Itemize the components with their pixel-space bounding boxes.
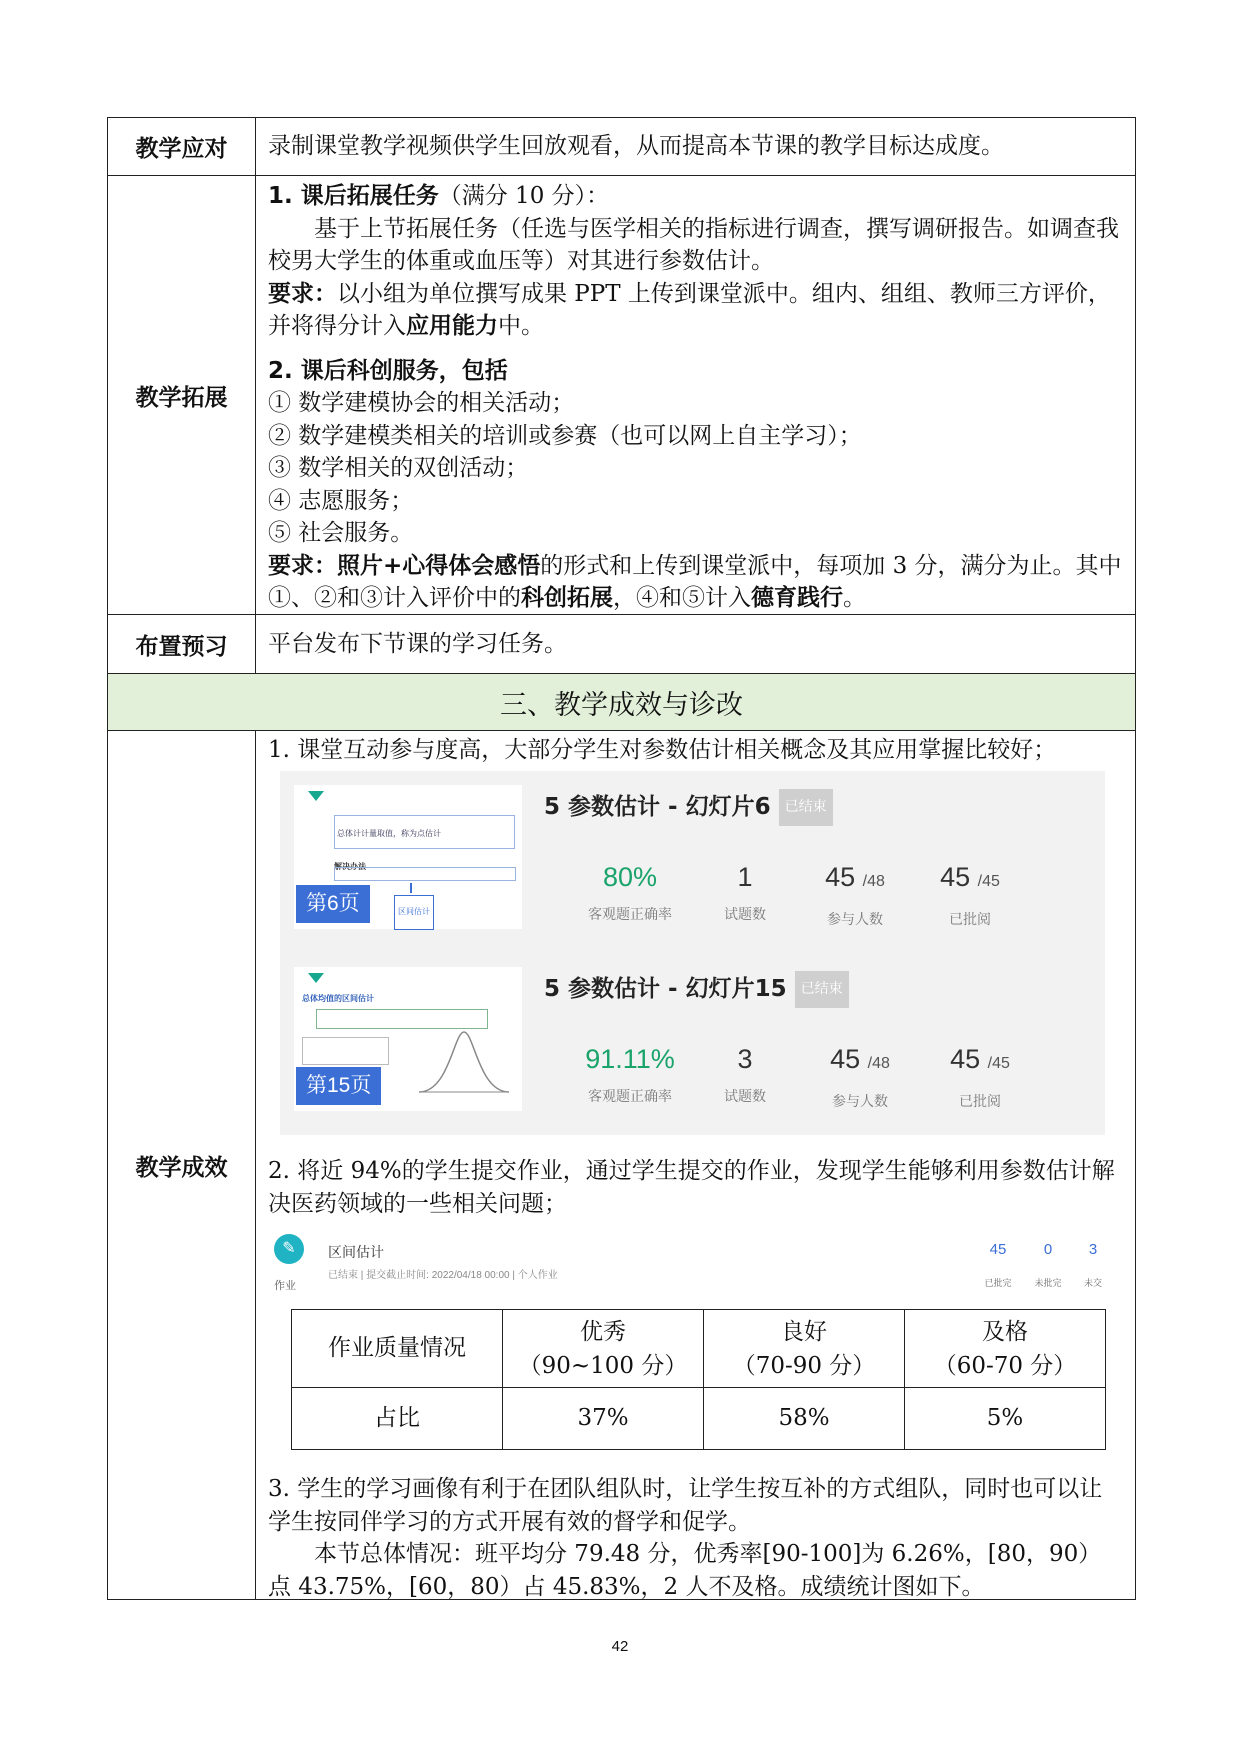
- slide-page-tag: 第6页: [296, 885, 370, 924]
- ratio-cell: 37%: [503, 1388, 704, 1450]
- grade-col-range: （90~100 分）: [518, 1352, 688, 1379]
- grade-col-name: 优秀: [580, 1318, 626, 1345]
- stat-accuracy: [570, 1043, 690, 1112]
- participants-value: 45: [830, 1044, 861, 1074]
- stat-participants: [800, 1043, 920, 1117]
- req-label-1: 要求：: [268, 280, 337, 307]
- graded-value: 45: [940, 862, 971, 892]
- preview-text: 平台发布下节课的学习任务。: [268, 630, 567, 657]
- unreviewed-value: 0: [1043, 1241, 1053, 1258]
- req-label-2: 要求：: [268, 552, 337, 579]
- grade-col-range: （60-70 分）: [933, 1352, 1077, 1379]
- homework-icon-label: 作业: [274, 1280, 296, 1292]
- thumb-box: [334, 867, 516, 881]
- slide-page-tag: 第15页: [296, 1067, 381, 1106]
- slide-card: [280, 953, 1105, 1135]
- page-number: 42: [611, 1638, 629, 1655]
- label-preview: 布置预习: [108, 615, 256, 673]
- participants-label: 参与人数: [827, 910, 883, 927]
- normal-curve-icon: [414, 1027, 514, 1097]
- stat-participants: [795, 861, 915, 935]
- unsubmitted-stat: [1073, 1234, 1113, 1299]
- grade-col-name: 良好: [781, 1318, 827, 1345]
- questions-value: 3: [737, 1044, 753, 1074]
- task2-item: ② 数学建模类相关的培训或参赛（也可以网上自主学习）；: [268, 422, 862, 449]
- reviewed-value: 45: [989, 1241, 1007, 1258]
- req2-b: 的形式和上传到课堂派中，每项加 3 分，满分为止。其中①、②和③计入评价中的: [268, 552, 1122, 611]
- reviewed-stat: [978, 1234, 1018, 1299]
- table-row: [292, 1310, 1106, 1388]
- ratio-cell: 5%: [905, 1388, 1106, 1450]
- slide-card: [280, 771, 1105, 953]
- stat-graded: [910, 861, 1030, 935]
- triangle-icon: [308, 973, 324, 983]
- req1-c: 中。: [498, 313, 544, 339]
- task2-item: ④ 志愿服务；: [268, 487, 414, 514]
- unreviewed-label: 未批完: [1034, 1277, 1062, 1288]
- participants-label: 参与人数: [832, 1092, 888, 1109]
- req1-a: 以小组为单位撰写成果 PPT 上传到课堂派中。组内、组组、教师三方评价，并将得分计入: [268, 280, 1111, 339]
- questions-label: 试题数: [724, 1087, 766, 1104]
- graded-label: 已批阅: [959, 1092, 1001, 1109]
- row-extension: [107, 176, 1136, 615]
- participants-total: /48: [867, 1055, 890, 1072]
- accuracy-label: 客观题正确率: [588, 1087, 672, 1104]
- grade-row-header: 作业质量情况: [292, 1310, 503, 1388]
- unreviewed-stat: [1028, 1234, 1068, 1299]
- stat-questions: [685, 861, 805, 930]
- row-preview: [107, 615, 1136, 674]
- row-response: [107, 117, 1136, 176]
- ratio-cell: 58%: [704, 1388, 905, 1450]
- outcome-p2: 2. 将近 94%的学生提交作业，通过学生提交的作业，发现学生能够利用参数估计解决医药领域的一些相关问题；: [268, 1158, 1115, 1217]
- homework-title: 区间估计: [328, 1244, 384, 1260]
- slide-title-text: 5 参数估计 - 幻灯片6: [544, 793, 771, 820]
- content-response: [256, 118, 1135, 175]
- req2-f: 。: [843, 585, 866, 611]
- slide-thumbnail: [294, 967, 522, 1111]
- accuracy-label: 客观题正确率: [588, 905, 672, 922]
- accuracy-value: 91.11%: [585, 1044, 675, 1074]
- response-text: 录制课堂教学视频供学生回放观看，从而提高本节课的教学目标达成度。: [268, 133, 1004, 160]
- task2-item: ⑤ 社会服务。: [268, 520, 414, 546]
- task1-requirement: [268, 278, 1123, 343]
- task2-item: ① 数学建模协会的相关活动；: [268, 390, 575, 416]
- outcome-p3: 3. 学生的学习画像有利于在团队组队时，让学生按互补的方式组队，同时也可以让学生按同伴学习的方式开展有效的督学和促学。: [268, 1476, 1103, 1535]
- unsubmitted-label: 未交: [1083, 1277, 1102, 1288]
- stat-graded: [920, 1043, 1040, 1117]
- questions-label: 试题数: [724, 905, 766, 922]
- section-title: 三、教学成效与诊改: [107, 674, 1136, 731]
- req2-e: 德育践行: [751, 585, 843, 611]
- label-response: 教学应对: [108, 118, 256, 175]
- homework-meta: 已结束 | 提交截止时间: 2022/04/18 00:00 | 个人作业: [328, 1270, 558, 1281]
- slide-title: [544, 789, 833, 826]
- grade-col-name: 及格: [982, 1318, 1028, 1345]
- graded-total: /45: [987, 1055, 1010, 1072]
- content-preview: [256, 615, 1135, 673]
- stat-questions: [685, 1043, 805, 1112]
- task2-title: 2. 课后科创服务，包括: [268, 357, 508, 384]
- grade-col-range: （70-90 分）: [732, 1352, 876, 1379]
- label-outcome: 教学成效: [108, 731, 256, 1599]
- task1-heading: [268, 180, 1123, 213]
- thumb-heading: 总体均值的区间估计: [302, 994, 374, 1003]
- task1-score: （满分 10 分）：: [438, 183, 610, 209]
- status-badge: 已结束: [795, 971, 849, 1008]
- table-row: [292, 1388, 1106, 1450]
- accuracy-value: 80%: [602, 862, 658, 892]
- graded-total: /45: [977, 873, 1000, 890]
- participants-value: 45: [825, 862, 856, 892]
- outcome-p4: 本节总体情况：班平均分 79.48 分，优秀率[90-100]为 6.26%，[80，90）点 43.75%，[60，80）占 45.83%，2 人不及格。成绩统计图如下。: [268, 1541, 1102, 1600]
- task2-item: ③ 数学相关的双创活动；: [268, 455, 529, 481]
- grade-col-good: [704, 1310, 905, 1388]
- task1-title: 1. 课后拓展任务: [268, 183, 439, 209]
- participants-total: /48: [862, 873, 885, 890]
- slide-title: [544, 971, 849, 1008]
- req2-a: 照片+心得体会感悟: [337, 552, 541, 579]
- grade-table: [291, 1309, 1106, 1450]
- thumb-note-box: [302, 1037, 389, 1065]
- thumb-text: 解决办法: [334, 862, 366, 871]
- status-badge: 已结束: [779, 789, 833, 826]
- slide-title-text: 5 参数估计 - 幻灯片15: [544, 975, 787, 1002]
- content-extension: [256, 176, 1135, 614]
- homework-summary: [268, 1230, 1108, 1290]
- grade-col-excellent: [503, 1310, 704, 1388]
- triangle-icon: [308, 791, 324, 801]
- stat-accuracy: [570, 861, 690, 930]
- req2-c: 科创拓展: [521, 585, 613, 611]
- graded-value: 45: [950, 1044, 981, 1074]
- questions-value: 1: [737, 862, 753, 892]
- content-outcome: [256, 731, 1135, 1599]
- grade-col-pass: [905, 1310, 1106, 1388]
- row-outcome: [107, 731, 1136, 1600]
- graded-label: 已批阅: [949, 910, 991, 927]
- thumb-result: 区间估计: [394, 895, 434, 930]
- slide-thumbnail: [294, 785, 522, 929]
- task1-body: 基于上节拓展任务（任选与医学相关的指标进行调查，撰写调研报告。如调查我校男大学生的体重或血压等）对其进行参数估计。: [268, 215, 1119, 274]
- thumb-arrow-icon: [410, 883, 412, 893]
- ratio-label: 占比: [292, 1388, 503, 1450]
- thumb-formula-box: [316, 1009, 488, 1029]
- req1-b: 应用能力: [406, 313, 498, 339]
- label-extension: 教学拓展: [108, 176, 256, 614]
- outcome-tail: [268, 1473, 1123, 1603]
- slide-stats-panel: [280, 771, 1105, 1135]
- homework-icon: ✎: [274, 1234, 304, 1264]
- task2-requirement: [268, 550, 1123, 615]
- req2-d: ，④和⑤计入: [613, 585, 751, 611]
- reviewed-label: 已批完: [984, 1277, 1012, 1288]
- unsubmitted-value: 3: [1088, 1241, 1098, 1258]
- thumb-text-box: 总体计计量取值，称为点估计: [334, 815, 515, 849]
- outcome-p1: 1. 课堂互动参与度高，大部分学生对参数估计相关概念及其应用掌握比较好；: [268, 737, 1057, 763]
